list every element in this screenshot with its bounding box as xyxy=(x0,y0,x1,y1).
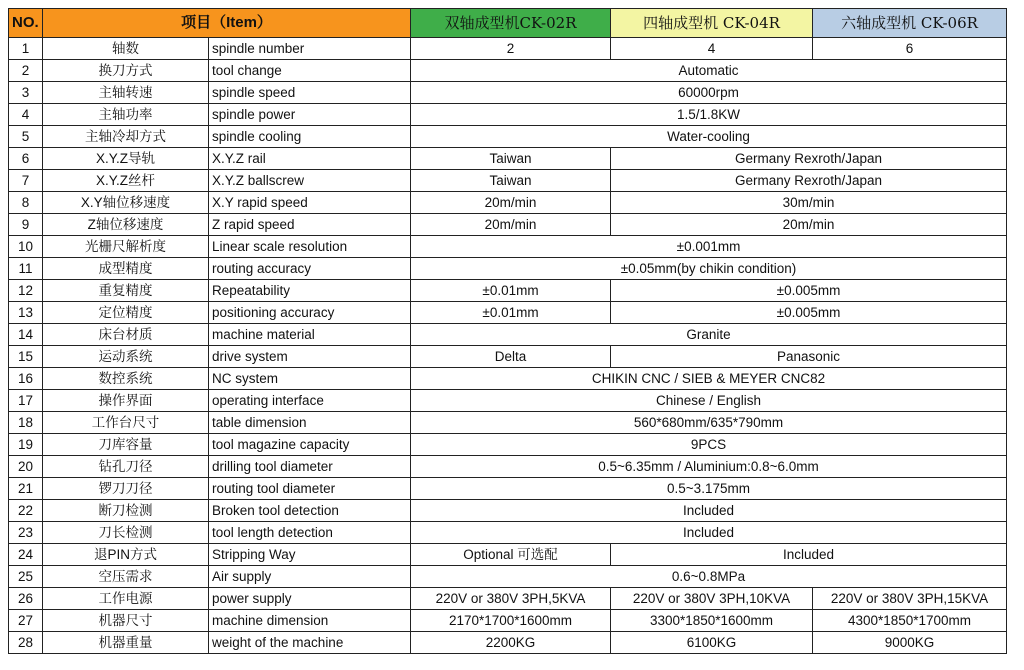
table-row xyxy=(9,126,1007,148)
item-chinese: 运动系统 xyxy=(43,346,209,368)
item-english: routing tool diameter xyxy=(209,478,411,500)
row-number: 1 xyxy=(9,38,43,60)
spec-value: 0.6~0.8MPa xyxy=(411,566,1007,588)
spec-value: Included xyxy=(411,500,1007,522)
item-english: spindle speed xyxy=(209,82,411,104)
spec-value: 0.5~6.35mm / Aluminium:0.8~6.0mm xyxy=(411,456,1007,478)
table-row xyxy=(9,324,1007,346)
item-chinese: 机器重量 xyxy=(43,632,209,654)
row-number: 5 xyxy=(9,126,43,148)
spec-value: 2 xyxy=(411,38,611,60)
row-number: 9 xyxy=(9,214,43,236)
header-no: NO. xyxy=(9,9,43,38)
spec-value: Automatic xyxy=(411,60,1007,82)
item-english: machine material xyxy=(209,324,411,346)
item-chinese: 断刀检测 xyxy=(43,500,209,522)
row-number: 8 xyxy=(9,192,43,214)
spec-value: 20m/min xyxy=(411,192,611,214)
spec-value: Germany Rexroth/Japan xyxy=(611,148,1007,170)
table-row xyxy=(9,38,1007,60)
spec-value: 220V or 380V 3PH,5KVA xyxy=(411,588,611,610)
table-row xyxy=(9,302,1007,324)
row-number: 27 xyxy=(9,610,43,632)
spec-value: Delta xyxy=(411,346,611,368)
item-english: positioning accuracy xyxy=(209,302,411,324)
row-number: 19 xyxy=(9,434,43,456)
spec-value: 30m/min xyxy=(611,192,1007,214)
spec-value: 3300*1850*1600mm xyxy=(611,610,813,632)
item-chinese: 轴数 xyxy=(43,38,209,60)
table-row xyxy=(9,610,1007,632)
item-english: Broken tool detection xyxy=(209,500,411,522)
spec-value: ±0.01mm xyxy=(411,302,611,324)
row-number: 25 xyxy=(9,566,43,588)
row-number: 11 xyxy=(9,258,43,280)
item-english: machine dimension xyxy=(209,610,411,632)
item-english: Repeatability xyxy=(209,280,411,302)
header-model-ck-04r: 四轴成型机 CK-04R xyxy=(611,9,813,38)
header-item: 项目（Item） xyxy=(43,9,411,38)
table-row xyxy=(9,412,1007,434)
item-english: Linear scale resolution xyxy=(209,236,411,258)
table-row xyxy=(9,82,1007,104)
item-english: Stripping Way xyxy=(209,544,411,566)
item-chinese: 机器尺寸 xyxy=(43,610,209,632)
spec-value: CHIKIN CNC / SIEB & MEYER CNC82 xyxy=(411,368,1007,390)
row-number: 6 xyxy=(9,148,43,170)
spec-value: Included xyxy=(611,544,1007,566)
table-row xyxy=(9,434,1007,456)
item-chinese: X.Y轴位移速度 xyxy=(43,192,209,214)
item-chinese: 钻孔刀径 xyxy=(43,456,209,478)
item-english: drilling tool diameter xyxy=(209,456,411,478)
row-number: 20 xyxy=(9,456,43,478)
spec-value: Included xyxy=(411,522,1007,544)
spec-value: 560*680mm/635*790mm xyxy=(411,412,1007,434)
item-chinese: 数控系统 xyxy=(43,368,209,390)
row-number: 26 xyxy=(9,588,43,610)
item-chinese: 主轴转速 xyxy=(43,82,209,104)
header-model-ck-06r: 六轴成型机 CK-06R xyxy=(813,9,1007,38)
spec-value: 0.5~3.175mm xyxy=(411,478,1007,500)
spec-value: 2170*1700*1600mm xyxy=(411,610,611,632)
item-chinese: 退PIN方式 xyxy=(43,544,209,566)
item-chinese: 主轴冷却方式 xyxy=(43,126,209,148)
item-chinese: X.Y.Z丝杆 xyxy=(43,170,209,192)
spec-value: 60000rpm xyxy=(411,82,1007,104)
item-chinese: 刀库容量 xyxy=(43,434,209,456)
spec-table xyxy=(8,8,1007,654)
spec-value: Chinese / English xyxy=(411,390,1007,412)
item-chinese: 空压需求 xyxy=(43,566,209,588)
row-number: 22 xyxy=(9,500,43,522)
spec-value: ±0.005mm xyxy=(611,302,1007,324)
item-english: Z rapid speed xyxy=(209,214,411,236)
row-number: 18 xyxy=(9,412,43,434)
spec-body xyxy=(9,38,1007,654)
spec-value: ±0.01mm xyxy=(411,280,611,302)
table-row xyxy=(9,192,1007,214)
spec-value: 1.5/1.8KW xyxy=(411,104,1007,126)
row-number: 23 xyxy=(9,522,43,544)
item-chinese: 光栅尺解析度 xyxy=(43,236,209,258)
spec-value: Optional 可选配 xyxy=(411,544,611,566)
spec-value: 20m/min xyxy=(411,214,611,236)
item-chinese: 重复精度 xyxy=(43,280,209,302)
row-number: 7 xyxy=(9,170,43,192)
spec-value: ±0.001mm xyxy=(411,236,1007,258)
item-english: NC system xyxy=(209,368,411,390)
row-number: 15 xyxy=(9,346,43,368)
item-chinese: 工作台尺寸 xyxy=(43,412,209,434)
row-number: 16 xyxy=(9,368,43,390)
table-row xyxy=(9,346,1007,368)
spec-value: 4 xyxy=(611,38,813,60)
header-model-ck-02r: 双轴成型机CK-02R xyxy=(411,9,611,38)
table-row xyxy=(9,588,1007,610)
table-row xyxy=(9,368,1007,390)
item-english: tool magazine capacity xyxy=(209,434,411,456)
table-row xyxy=(9,566,1007,588)
table-row xyxy=(9,60,1007,82)
row-number: 28 xyxy=(9,632,43,654)
table-row xyxy=(9,478,1007,500)
item-english: operating interface xyxy=(209,390,411,412)
table-row xyxy=(9,148,1007,170)
table-row xyxy=(9,390,1007,412)
row-number: 10 xyxy=(9,236,43,258)
table-row xyxy=(9,170,1007,192)
spec-value: Taiwan xyxy=(411,170,611,192)
row-number: 21 xyxy=(9,478,43,500)
item-chinese: 主轴功率 xyxy=(43,104,209,126)
table-row xyxy=(9,280,1007,302)
item-english: tool length detection xyxy=(209,522,411,544)
item-english: X.Y.Z rail xyxy=(209,148,411,170)
spec-value: ±0.005mm xyxy=(611,280,1007,302)
table-row xyxy=(9,500,1007,522)
item-english: X.Y.Z ballscrew xyxy=(209,170,411,192)
item-chinese: 操作界面 xyxy=(43,390,209,412)
table-row xyxy=(9,522,1007,544)
spec-value: 2200KG xyxy=(411,632,611,654)
row-number: 2 xyxy=(9,60,43,82)
spec-value: Germany Rexroth/Japan xyxy=(611,170,1007,192)
row-number: 17 xyxy=(9,390,43,412)
item-english: drive system xyxy=(209,346,411,368)
item-english: spindle number xyxy=(209,38,411,60)
row-number: 4 xyxy=(9,104,43,126)
item-chinese: Z轴位移速度 xyxy=(43,214,209,236)
item-english: tool change xyxy=(209,60,411,82)
item-english: weight of the machine xyxy=(209,632,411,654)
spec-value: 220V or 380V 3PH,15KVA xyxy=(813,588,1007,610)
item-english: Air supply xyxy=(209,566,411,588)
spec-value: Taiwan xyxy=(411,148,611,170)
spec-value: 20m/min xyxy=(611,214,1007,236)
item-chinese: 刀长检测 xyxy=(43,522,209,544)
item-chinese: 床台材质 xyxy=(43,324,209,346)
item-english: spindle cooling xyxy=(209,126,411,148)
spec-value: 220V or 380V 3PH,10KVA xyxy=(611,588,813,610)
table-row xyxy=(9,236,1007,258)
item-chinese: 锣刀刀径 xyxy=(43,478,209,500)
table-row xyxy=(9,258,1007,280)
item-english: routing accuracy xyxy=(209,258,411,280)
spec-value: 9000KG xyxy=(813,632,1007,654)
row-number: 3 xyxy=(9,82,43,104)
spec-value: Panasonic xyxy=(611,346,1007,368)
item-chinese: 工作电源 xyxy=(43,588,209,610)
spec-value: Water-cooling xyxy=(411,126,1007,148)
spec-value: Granite xyxy=(411,324,1007,346)
spec-value: 6100KG xyxy=(611,632,813,654)
item-english: power supply xyxy=(209,588,411,610)
spec-value: 4300*1850*1700mm xyxy=(813,610,1007,632)
item-chinese: 换刀方式 xyxy=(43,60,209,82)
item-chinese: 成型精度 xyxy=(43,258,209,280)
table-row xyxy=(9,544,1007,566)
spec-value: 9PCS xyxy=(411,434,1007,456)
header-row xyxy=(9,9,1007,38)
item-chinese: 定位精度 xyxy=(43,302,209,324)
item-english: X.Y rapid speed xyxy=(209,192,411,214)
row-number: 14 xyxy=(9,324,43,346)
item-chinese: X.Y.Z导轨 xyxy=(43,148,209,170)
table-row xyxy=(9,214,1007,236)
table-row xyxy=(9,456,1007,478)
item-english: spindle power xyxy=(209,104,411,126)
row-number: 24 xyxy=(9,544,43,566)
table-row xyxy=(9,104,1007,126)
row-number: 12 xyxy=(9,280,43,302)
table-row xyxy=(9,632,1007,654)
spec-value: 6 xyxy=(813,38,1007,60)
spec-value: ±0.05mm(by chikin condition) xyxy=(411,258,1007,280)
item-english: table dimension xyxy=(209,412,411,434)
row-number: 13 xyxy=(9,302,43,324)
